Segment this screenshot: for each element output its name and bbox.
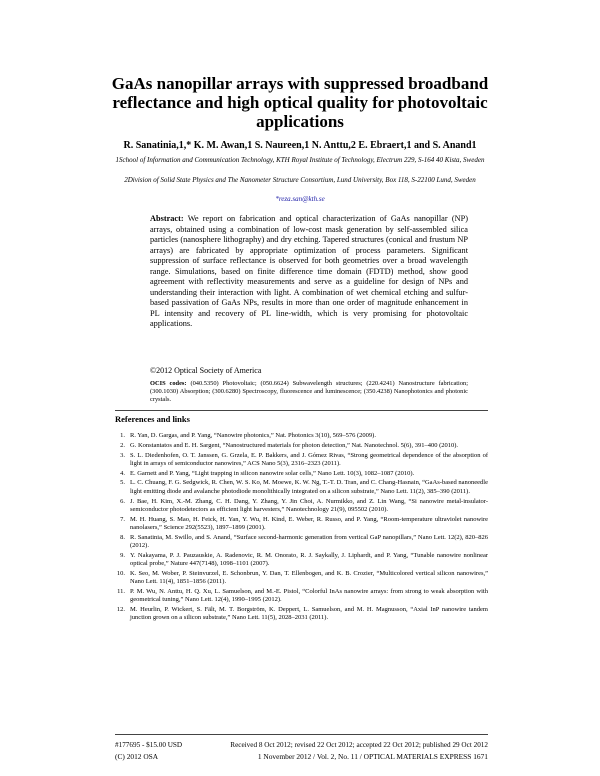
footer-dates: Received 8 Oct 2012; revised 22 Oct 2012; accepted 22 Oct 2012; published 29 Oct 2012 (230, 741, 488, 749)
reference-number: 2. (120, 441, 125, 449)
reference-number: 11. (117, 588, 125, 596)
reference-number: 3. (120, 451, 125, 459)
reference-number: 4. (120, 469, 125, 477)
abstract-text: We report on fabrication and optical characterization of GaAs nanopillar (NP) arrays, obtained using a combination of low-cost mask generation by self-assembled silica particles (nanosphere lithography) and dry etching. Tapered structures (conical and frustum NP arrays) are fabricated by appropriate optimization of process parameters. Significant suppression of surface reflectance is observed for both geometries over a broad wavelength range. Simulations, based on finite difference time domain (FDTD) method, show good agreement with reflectivity measurements and serve as a guideline for design of NPs and understanding their interaction with light. A combination of wet chemical etching and sulfur-based passivation of GaAs NPs, results in more than one order of magnitude enhancement in PL intensity and recovery of PL line-width, which is very promising for photovoltaic applications. (150, 214, 468, 328)
affiliation-1: 1School of Information and Communication Technology, KTH Royal Institute of Technology, Electrum 229, S-164 40 Kista, Sweden (115, 156, 485, 164)
reference-text: P. M. Wu, N. Anttu, H. Q. Xu, L. Samuelson, and M.-E. Pistol, “Colorful InAs nanowire arrays: from strong to weak absorption with geometrical tuning,” Nano Lett. 12(4), 1990–1995 (2012). (130, 588, 488, 604)
footer-journal-info: 1 November 2012 / Vol. 2, No. 11 / OPTICAL MATERIALS EXPRESS 1671 (257, 752, 488, 761)
reference-text: R. Yan, D. Gargas, and P. Yang, “Nanowire photonics,” Nat. Photonics 3(10), 569–576 (2009). (130, 432, 376, 439)
author-list: R. Sanatinia,1,* K. M. Awan,1 S. Naureen,1 N. Anttu,2 E. Ebraert,1 and S. Anand1 (123, 140, 477, 151)
footer-divider (115, 734, 488, 735)
reference-list (115, 432, 488, 624)
reference-text: S. L. Diedenhofen, O. T. Janssen, G. Grzela, E. P. Bakkers, and J. Gómez Rivas, “Strong geometrical dependence of the absorption of light in arrays of semiconductor nanowires,” ACS Nano 5(3), 2316–2323 (2011). (130, 451, 488, 467)
paper-title: GaAs nanopillar arrays with suppressed broadband reflectance and high optical quality for photovoltaic applications (111, 74, 489, 131)
reference-number: 6. (120, 497, 125, 505)
reference-text: L. C. Chuang, F. G. Sedgwick, R. Chen, W. S. Ko, M. Moewe, K. W. Ng, T.-T. D. Tran, and C. Chang-Hasnain, “GaAs-based nanoneedle light emitting diode and avalanche photodiode monolithically integrated on a silicon substrate,” Nano Lett. 11(2), 385–390 (2011). (130, 479, 488, 495)
reference-number: 1. (120, 432, 125, 439)
reference-item (115, 534, 488, 551)
reference-item (115, 606, 488, 623)
reference-item (115, 432, 488, 440)
reference-item (115, 570, 488, 587)
abstract (150, 214, 468, 330)
section-divider (115, 410, 488, 411)
footer-article-code: #177695 - $15.00 USD (115, 741, 183, 749)
reference-item (115, 442, 488, 450)
references-heading: References and links (115, 414, 190, 424)
reference-text: G. Konstantatos and E. H. Sargent, “Nanostructured materials for photon detection,” Nat. Nanotechnol. 5(6), 391–400 (2010). (130, 441, 459, 449)
reference-item (115, 479, 488, 496)
reference-number: 10. (116, 569, 125, 577)
ocis-label: OCIS codes: (150, 380, 187, 387)
ocis-text: (040.5350) Photovoltaic; (050.6624) Subwavelength structures; (220.4241) Nanostructure fabrication; (300.1030) Absorption; (300.6280) Spectroscopy, fluorescence and luminescence; (350.4238) Nanophotonics and photonic crystals. (150, 380, 468, 404)
author-email-link[interactable]: *reza.san@kth.se (275, 195, 325, 203)
reference-item (115, 452, 488, 469)
reference-text: E. Garnett and P. Yang, “Light trapping in silicon nanowire solar cells,” Nano Lett. 10(3), 1082–1087 (2010). (130, 469, 415, 477)
reference-text: M. H. Huang, S. Mao, H. Feick, H. Yan, Y. Wu, H. Kind, E. Weber, R. Russo, and P. Yang, “Room-temperature ultraviolet nanowire nanolasers,” Science 292(5523), 1897–1899 (2001). (130, 515, 488, 531)
reference-text: R. Sanatinia, M. Swillo, and S. Anand, “Surface second-harmonic generation from vertical GaP nanopillars,” Nano Lett. 12(2), 820–826 (2012). (130, 533, 488, 550)
reference-text: Y. Nakayama, P. J. Pauzauskie, A. Radenovic, R. M. Onorato, R. J. Saykally, J. Liphardt, and P. Yang, “Tunable nanowire nonlinear optical probe,” Nature 447(7148), 1098–1101 (2007). (130, 551, 488, 568)
abstract-label: Abstract: (150, 214, 184, 223)
affiliation-2: 2Division of Solid State Physics and The Nanometer Structure Consortium, Lund University, Box 118, S-22100 Lund, Sweden (124, 176, 476, 184)
copyright-line: ©2012 Optical Society of America (150, 366, 262, 375)
reference-number: 8. (120, 533, 125, 541)
reference-number: 12. (116, 606, 125, 614)
reference-number: 9. (120, 551, 125, 559)
footer-copyright: (C) 2012 OSA (115, 752, 159, 761)
reference-item (115, 498, 488, 515)
reference-number: 7. (120, 515, 125, 523)
reference-text: M. Heurlin, P. Wickert, S. Fält, M. T. Borgström, K. Deppert, L. Samuelson, and M. H. Magnusson, “Axial InP nanowire tandem junction grown on a silicon substrate,” Nano Lett. 11(5), 2028–2031 (2011). (130, 606, 488, 622)
reference-item (115, 516, 488, 533)
reference-item (115, 552, 488, 569)
reference-item (115, 470, 488, 478)
reference-item (115, 588, 488, 605)
reference-number: 5. (120, 479, 125, 487)
ocis-codes (150, 380, 468, 405)
reference-text: K. Seo, M. Wober, P. Steinvurzel, E. Schonbrun, Y. Dan, T. Ellenbogen, and K. B. Crozier, “Multicolored vertical silicon nanowires,” Nano Lett. 11(4), 1851–1856 (2011). (130, 569, 488, 586)
reference-text: J. Bae, H. Kim, X.-M. Zhang, C. H. Dang, Y. Zhang, Y. Jin Choi, A. Nurmikko, and Z. Lin Wang, “Si nanowire metal-insulator-semiconductor photodetectors as efficient light harvesters,” Nanotechnology 21(9), 095502 (2010). (130, 497, 488, 513)
